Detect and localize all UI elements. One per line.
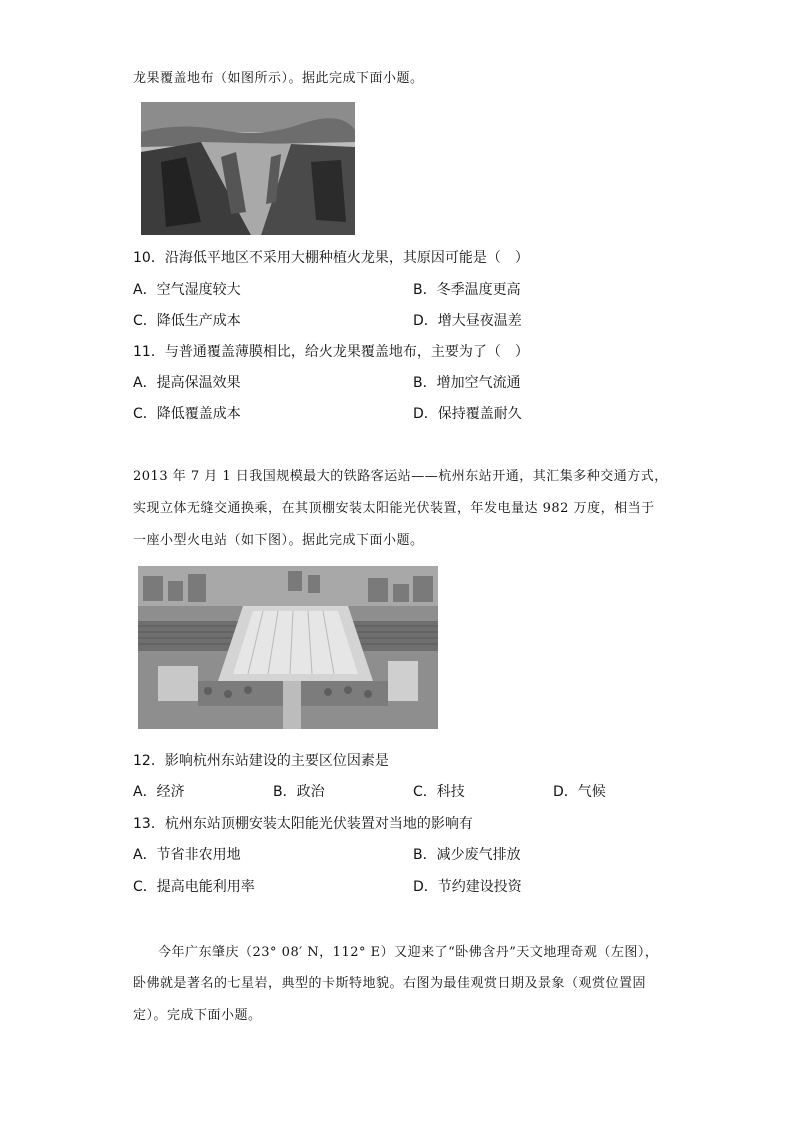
intro2-line-1: 2013 年 7 月 1 日我国规模最大的铁路客运站——杭州东站开通，其汇集多种交通方式，: [133, 469, 668, 484]
q11-option-b[interactable]: B．增加空气流通: [413, 375, 521, 391]
q10-option-b[interactable]: B．冬季温度更高: [413, 282, 521, 298]
q13-option-d[interactable]: D．节约建设投资: [413, 879, 522, 895]
q12-option-d[interactable]: D．气候: [553, 784, 606, 800]
q12-option-c[interactable]: C．科技: [413, 784, 465, 800]
q10-option-c[interactable]: C．降低生产成本: [133, 313, 241, 329]
q13-option-b[interactable]: B．减少废气排放: [413, 847, 521, 863]
pitaya-field-photo: [141, 102, 355, 235]
hangzhou-east-station-photo: [138, 566, 438, 729]
q11-option-a[interactable]: A．提高保温效果: [133, 375, 241, 391]
question-10: 10．沿海低平地区不采用大棚种植火龙果，其原因可能是（ ）: [133, 250, 529, 266]
intro3-line-2: 卧佛就是著名的七星岩，典型的卡斯特地貌。右图为最佳观赏日期及景象（观赏位置固: [133, 976, 647, 991]
q10-option-d[interactable]: D．增大昼夜温差: [413, 313, 522, 329]
intro1-tail: 龙果覆盖地布（如图所示）。据此完成下面小题。: [133, 71, 424, 86]
intro2-line-3: 一座小型火电站（如下图）。据此完成下面小题。: [133, 533, 424, 548]
intro3-line-3: 定）。完成下面小题。: [133, 1008, 262, 1023]
q11-option-c[interactable]: C．降低覆盖成本: [133, 406, 241, 422]
question-12: 12．影响杭州东站建设的主要区位因素是: [133, 753, 389, 769]
q13-option-c[interactable]: C．提高电能利用率: [133, 879, 255, 895]
q12-option-b[interactable]: B．政治: [273, 784, 325, 800]
q13-option-a[interactable]: A．节省非农用地: [133, 847, 241, 863]
q12-option-a[interactable]: A．经济: [133, 784, 185, 800]
intro2-line-2: 实现立体无缝交通换乘，在其顶棚安装太阳能光伏装置，年发电量达 982 万度，相当于: [133, 501, 655, 516]
intro3-line-1: 今年广东肇庆（23° 08′ N，112° E）又迎来了“卧佛含丹”天文地理奇观（左图），: [158, 945, 659, 960]
q11-option-d[interactable]: D．保持覆盖耐久: [413, 406, 522, 422]
question-11: 11．与普通覆盖薄膜相比，给火龙果覆盖地布，主要为了（ ）: [133, 344, 529, 360]
q10-option-a[interactable]: A．空气湿度较大: [133, 282, 241, 298]
question-13: 13．杭州东站顶棚安装太阳能光伏装置对当地的影响有: [133, 816, 473, 832]
